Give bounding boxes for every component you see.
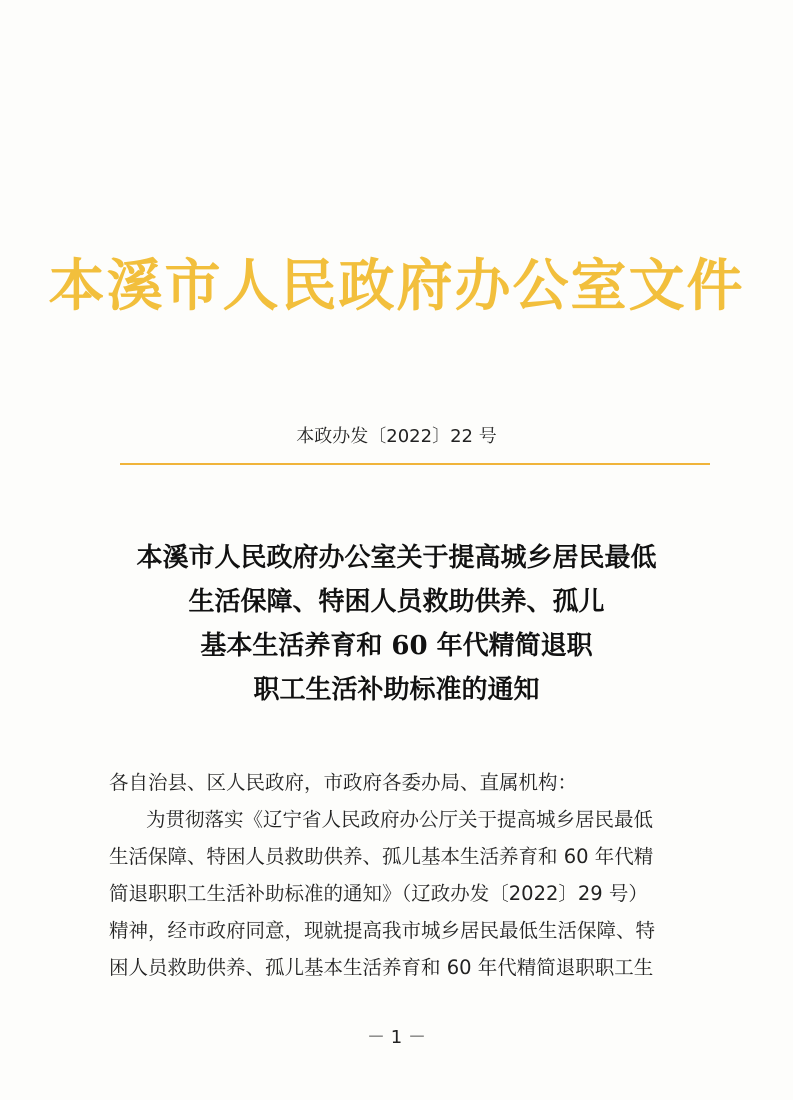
body-paragraph-line: 简退职职工生活补助标准的通知》（辽政办发〔2022〕29 号） bbox=[109, 882, 648, 905]
notice-title-line: 职工生活补助标准的通知 bbox=[253, 675, 540, 705]
notice-title-line: 基本生活养育和 60 年代精简退职 bbox=[200, 631, 593, 661]
notice-title-line: 本溪市人民政府办公室关于提高城乡居民最低 bbox=[136, 543, 657, 573]
addressee-line: 各自治县、区人民政府，市政府各委办局、直属机构： bbox=[109, 771, 578, 794]
masthead-title: 本溪市人民政府办公室文件 bbox=[48, 253, 745, 319]
body-paragraph-line: 生活保障、特困人员救助供养、孤儿基本生活养育和 60 年代精 bbox=[109, 845, 654, 868]
masthead-divider bbox=[120, 463, 710, 465]
body-paragraph-line: 精神，经市政府同意，现就提高我市城乡居民最低生活保障、特 bbox=[109, 919, 656, 942]
body-paragraph-line: 困人员救助供养、孤儿基本生活养育和 60 年代精简退职职工生 bbox=[109, 956, 654, 979]
body-paragraph-line: 为贯彻落实《辽宁省人民政府办公厅关于提高城乡居民最低 bbox=[146, 808, 654, 831]
page-number: － 1 － bbox=[367, 1027, 426, 1048]
notice-body bbox=[109, 764, 709, 986]
notice-title-line: 生活保障、特困人员救助供养、孤儿 bbox=[188, 587, 605, 617]
document-number: 本政办发〔2022〕22 号 bbox=[296, 426, 497, 447]
notice-title bbox=[0, 536, 793, 712]
